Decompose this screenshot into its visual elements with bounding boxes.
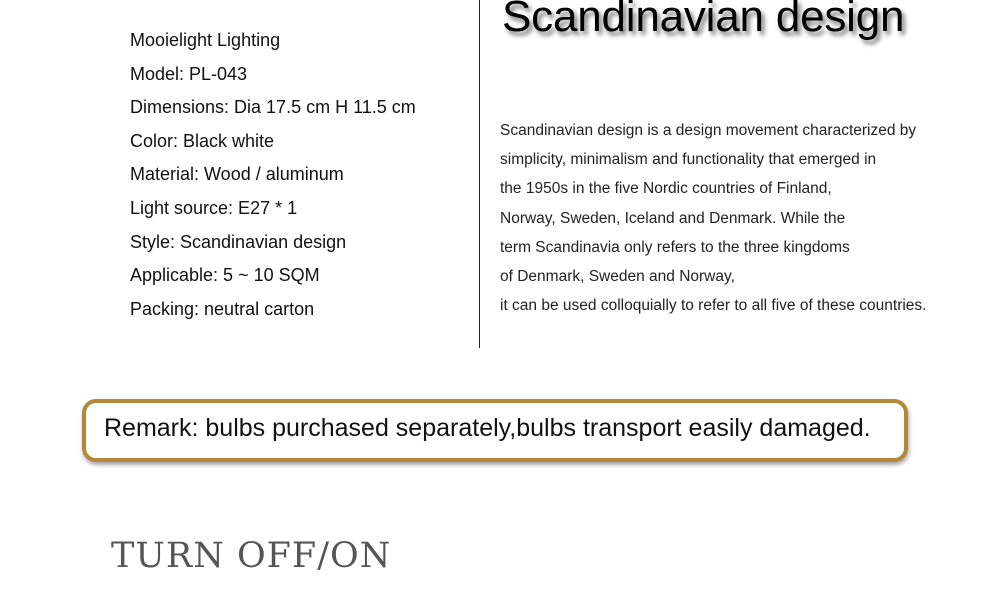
spec-dimensions: Dimensions: Dia 17.5 cm H 11.5 cm <box>130 97 416 118</box>
vertical-divider <box>479 0 480 348</box>
remark-text: Remark: bulbs purchased separately,bulbs transport easily damaged. <box>104 414 871 442</box>
spec-packing: Packing: neutral carton <box>130 298 315 319</box>
spec-model: Model: PL-043 <box>130 63 248 84</box>
spec-style: Style: Scandinavian design <box>130 231 347 252</box>
description-text <box>500 116 927 320</box>
spec-material: Material: Wood / aluminum <box>130 164 344 185</box>
description-line: it can be used colloquially to refer to all five of these countries. <box>500 297 927 315</box>
page-heading: Scandinavian design <box>502 0 905 41</box>
description-line: simplicity, minimalism and functionality that emerged in <box>500 151 877 169</box>
description-line: term Scandinavia only refers to the three kingdoms <box>500 238 850 256</box>
spec-light-source: Light source: E27 * 1 <box>130 197 298 218</box>
description-line: the 1950s in the five Nordic countries of Finland, <box>500 180 832 198</box>
spec-color: Color: Black white <box>130 130 275 151</box>
description-line: Norway, Sweden, Iceland and Denmark. While the <box>500 209 846 227</box>
section-title: TURN OFF/ON <box>111 536 392 576</box>
remark-box <box>82 399 908 462</box>
spec-applicable: Applicable: 5 ~ 10 SQM <box>130 265 320 286</box>
spec-brand: Mooielight Lighting <box>130 30 281 50</box>
description-line: Scandinavian design is a design movement characterized by <box>500 122 917 139</box>
description-line: of Denmark, Sweden and Norway, <box>500 267 735 285</box>
spec-list <box>130 24 416 326</box>
